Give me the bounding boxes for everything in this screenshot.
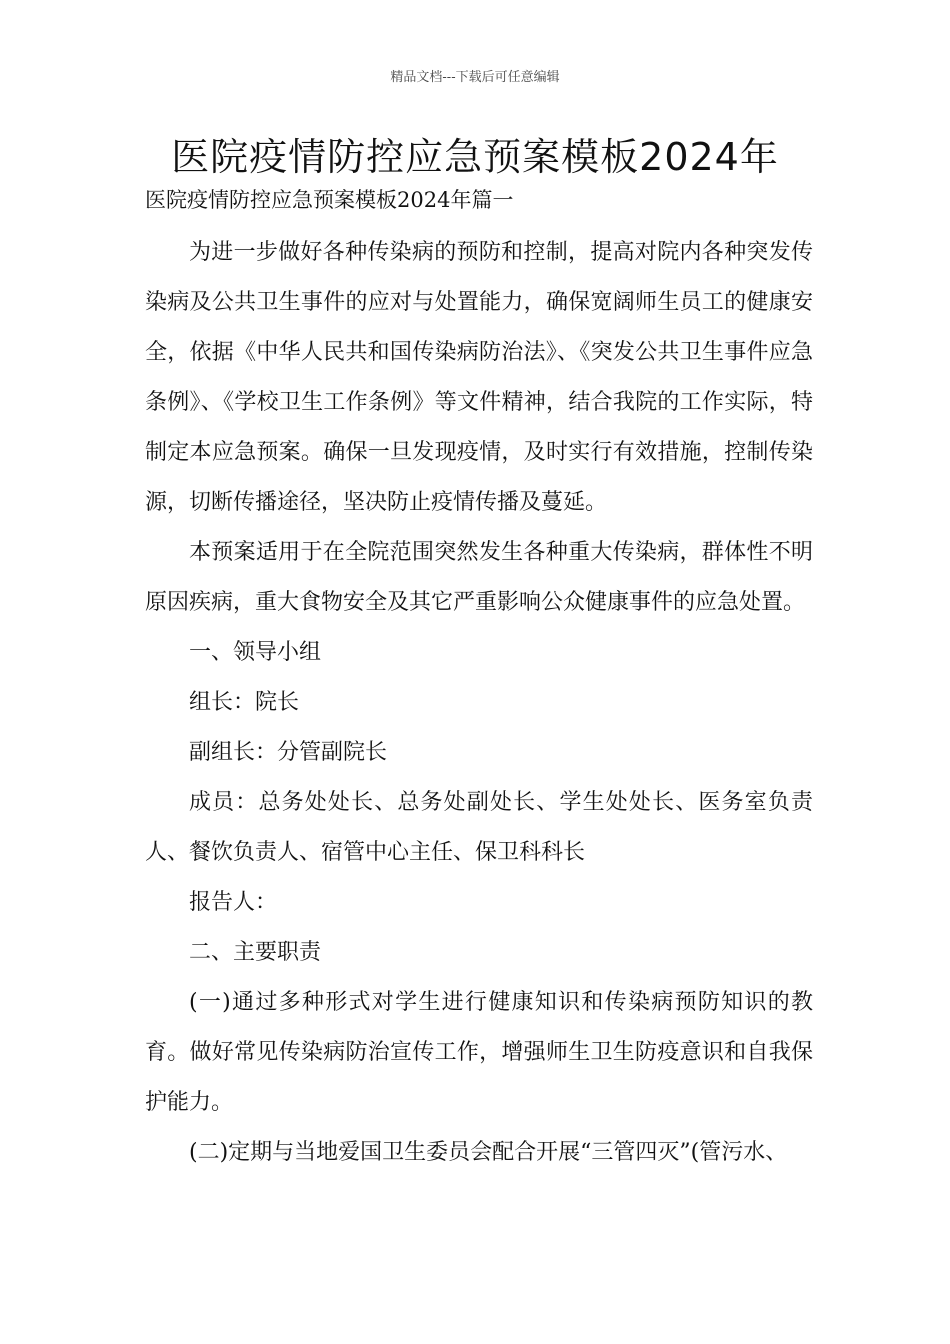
document-body	[145, 228, 813, 1178]
duty-item-1: (一)通过多种形式对学生进行健康知识和传染病预防知识的教育。做好常见传染病防治宣传工作，增强师生卫生防疫意识和自我保护能力。	[145, 990, 813, 1115]
page-header-note: 精品文档---下载后可任意编辑	[390, 70, 560, 85]
deputy-leader-line: 副组长：分管副院长	[189, 740, 388, 765]
paragraph-scope: 本预案适用于在全院范围突然发生各种重大传染病，群体性不明原因疾病，重大食物安全及其它严重影响公众健康事件的应急处置。	[145, 540, 813, 615]
document-title: 医院疫情防控应急预案模板2024年	[171, 135, 779, 179]
section-heading-duties: 二、主要职责	[189, 940, 322, 965]
duty-item-2: (二)定期与当地爱国卫生委员会配合开展“三管四灭”(管污水、	[189, 1140, 788, 1165]
section-heading-leadership: 一、领导小组	[189, 640, 322, 665]
members-line: 成员：总务处处长、总务处副处长、学生处处长、医务室负责人、餐饮负责人、宿管中心主任、保卫科科长	[145, 790, 813, 865]
document-subtitle: 医院疫情防控应急预案模板2024年篇一	[145, 188, 514, 212]
paragraph-intro: 为进一步做好各种传染病的预防和控制，提高对院内各种突发传染病及公共卫生事件的应对与处置能力，确保宽阔师生员工的健康安全，依据《中华人民共和国传染病防治法》、《突发公共卫生事件应急条例》、《学校卫生工作条例》等文件精神，结合我院的工作实际，特制定本应急预案。确保一旦发现疫情，及时实行有效措施，控制传染源，切断传播途径，坚决防止疫情传播及蔓延。	[145, 240, 813, 515]
reporter-line: 报告人：	[189, 890, 278, 915]
leader-line: 组长：院长	[189, 690, 300, 715]
